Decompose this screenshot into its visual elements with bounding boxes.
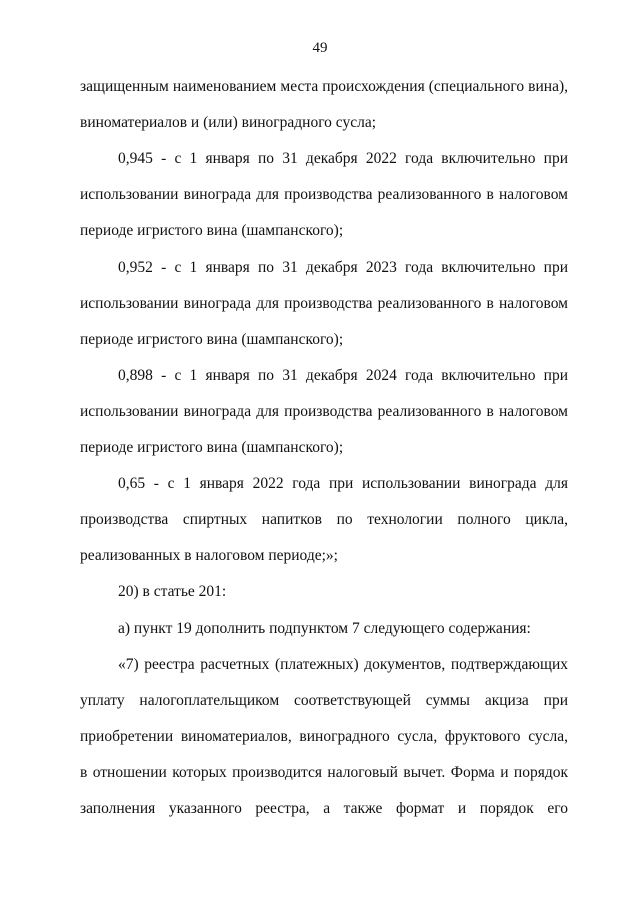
text-line: производства спиртных напитков по технологии полного цикла, <box>80 511 568 528</box>
text-line: периоде игристого вина (шампанского); <box>80 439 344 456</box>
text-line: 0,65 - с 1 января 2022 года при использовании винограда для <box>118 475 568 492</box>
text-line: 0,898 - с 1 января по 31 декабря 2024 года включительно при <box>118 367 568 384</box>
text-line: уплату налогоплательщиком соответствующей суммы акциза при <box>80 692 568 709</box>
text-line: в отношении которых производится налоговый вычет. Форма и порядок <box>80 764 568 781</box>
text-line: использовании винограда для производства реализованного в налоговом <box>80 295 568 312</box>
text-line: реализованных в налоговом периоде;»; <box>80 547 338 564</box>
text-line: использовании винограда для производства реализованного в налоговом <box>80 403 568 420</box>
text-line: а) пункт 19 дополнить подпунктом 7 следующего содержания: <box>118 620 531 637</box>
text-line: использовании винограда для производства реализованного в налоговом <box>80 186 568 203</box>
text-line: 0,945 - с 1 января по 31 декабря 2022 года включительно при <box>118 150 568 167</box>
text-line: приобретении виноматериалов, виноградного сусла, фруктового сусла, <box>80 728 568 745</box>
text-line: заполнения указанного реестра, а также формат и порядок его <box>80 800 568 817</box>
text-line: «7) реестра расчетных (платежных) документов, подтверждающих <box>118 656 568 673</box>
text-line: защищенным наименованием места происхождения (специального вина), <box>80 78 568 95</box>
page-number: 49 <box>312 40 328 56</box>
text-line: 0,952 - с 1 января по 31 декабря 2023 года включительно при <box>118 259 568 276</box>
text-line: периоде игристого вина (шампанского); <box>80 331 344 348</box>
text-line: виноматериалов и (или) виноградного сусла; <box>80 114 377 131</box>
text-line: 20) в статье 201: <box>118 583 227 600</box>
text-line: периоде игристого вина (шампанского); <box>80 222 344 239</box>
